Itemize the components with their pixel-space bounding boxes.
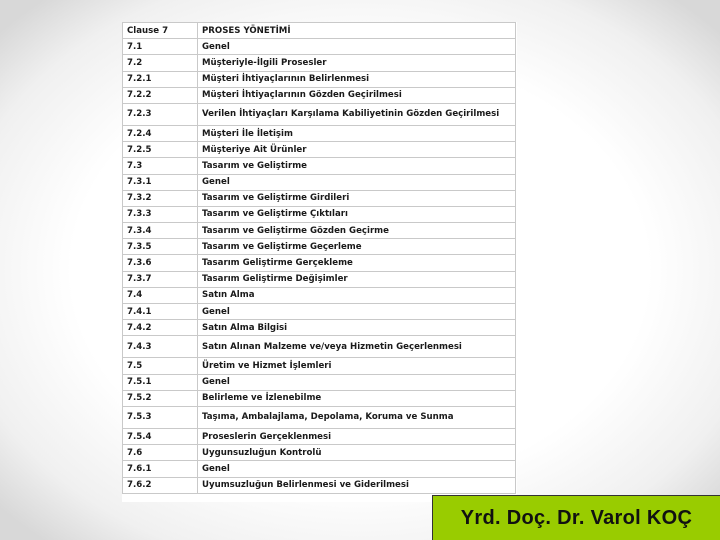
table-header-row	[123, 23, 516, 39]
table-row	[123, 158, 516, 174]
clause-title-cell: Satın Alma	[198, 287, 516, 303]
clause-number-cell: 7.2.5	[123, 142, 198, 158]
clause-title-cell: Genel	[198, 374, 516, 390]
clause-number-cell: 7.2	[123, 55, 198, 71]
clause-number-cell: 7.6.1	[123, 461, 198, 477]
clause-title-cell: Müşteriyle-İlgili Prosesler	[198, 55, 516, 71]
author-name: Yrd. Doç. Dr. Varol KOÇ	[460, 506, 693, 529]
clause-table-panel	[122, 22, 517, 502]
clause-title-cell: Belirleme ve İzlenebilme	[198, 390, 516, 406]
clause-number-cell: 7.4	[123, 287, 198, 303]
clause-number-cell: 7.6	[123, 445, 198, 461]
table-row	[123, 190, 516, 206]
clause-title-cell: Genel	[198, 304, 516, 320]
table-row	[123, 39, 516, 55]
table-row	[123, 223, 516, 239]
clause-title-cell: Müşteri İle İletişim	[198, 125, 516, 141]
table-row	[123, 255, 516, 271]
clause-title-cell: Tasarım ve Geliştirme Gözden Geçirme	[198, 223, 516, 239]
table-row	[123, 287, 516, 303]
clause-title-cell: Uyumsuzluğun Belirlenmesi ve Giderilmesi	[198, 477, 516, 493]
header-title-cell: PROSES YÖNETİMİ	[198, 23, 516, 39]
table-row	[123, 142, 516, 158]
clause-number-cell: 7.4.2	[123, 320, 198, 336]
table-row	[123, 445, 516, 461]
table-row	[123, 390, 516, 406]
clause-title-cell: Uygunsuzluğun Kontrolü	[198, 445, 516, 461]
clause-number-cell: 7.3.7	[123, 271, 198, 287]
table-row	[123, 358, 516, 374]
clause-number-cell: 7.6.2	[123, 477, 198, 493]
clause-number-cell: 7.5	[123, 358, 198, 374]
clause-number-cell: 7.3.6	[123, 255, 198, 271]
clause-title-cell: Satın Alınan Malzeme ve/veya Hizmetin Geçerlenmesi	[198, 336, 516, 358]
clause-number-cell: 7.2.1	[123, 71, 198, 87]
clause-title-cell: Satın Alma Bilgisi	[198, 320, 516, 336]
table-row	[123, 71, 516, 87]
table-row	[123, 477, 516, 493]
clause-title-cell: Üretim ve Hizmet İşlemleri	[198, 358, 516, 374]
clause-title-cell: Genel	[198, 461, 516, 477]
table-row	[123, 103, 516, 125]
clause-number-cell: 7.2.2	[123, 87, 198, 103]
header-clause-cell: Clause 7	[123, 23, 198, 39]
clause-number-cell: 7.3.4	[123, 223, 198, 239]
clause-title-cell: Müşteri İhtiyaçlarının Belirlenmesi	[198, 71, 516, 87]
table-row	[123, 125, 516, 141]
clause-number-cell: 7.2.4	[123, 125, 198, 141]
table-row	[123, 304, 516, 320]
clause-title-cell: Tasarım Geliştirme Gerçekleme	[198, 255, 516, 271]
clause-title-cell: Müşteri İhtiyaçlarının Gözden Geçirilmesi	[198, 87, 516, 103]
clause-title-cell: Müşteriye Ait Ürünler	[198, 142, 516, 158]
table-row	[123, 174, 516, 190]
clause-title-cell: Genel	[198, 39, 516, 55]
clause-title-cell: Tasarım ve Geliştirme	[198, 158, 516, 174]
clause-number-cell: 7.5.2	[123, 390, 198, 406]
table-row	[123, 428, 516, 444]
clause-number-cell: 7.3.1	[123, 174, 198, 190]
clause-title-cell: Tasarım ve Geliştirme Çıktıları	[198, 206, 516, 222]
table-row	[123, 374, 516, 390]
clause-number-cell: 7.3.2	[123, 190, 198, 206]
clause-title-cell: Tasarım ve Geliştirme Girdileri	[198, 190, 516, 206]
clause-number-cell: 7.5.1	[123, 374, 198, 390]
clause-number-cell: 7.5.4	[123, 428, 198, 444]
clause-number-cell: 7.4.3	[123, 336, 198, 358]
clause-number-cell: 7.3.3	[123, 206, 198, 222]
clause-table	[122, 22, 516, 494]
clause-number-cell: 7.3.5	[123, 239, 198, 255]
clause-number-cell: 7.2.3	[123, 103, 198, 125]
table-row	[123, 336, 516, 358]
clause-title-cell: Tasarım ve Geliştirme Geçerleme	[198, 239, 516, 255]
table-row	[123, 206, 516, 222]
clause-number-cell: 7.1	[123, 39, 198, 55]
clause-number-cell: 7.5.3	[123, 406, 198, 428]
clause-title-cell: Proseslerin Gerçeklenmesi	[198, 428, 516, 444]
table-row	[123, 461, 516, 477]
table-row	[123, 87, 516, 103]
table-row	[123, 239, 516, 255]
clause-number-cell: 7.4.1	[123, 304, 198, 320]
author-banner	[432, 495, 720, 540]
clause-number-cell: 7.3	[123, 158, 198, 174]
clause-title-cell: Tasarım Geliştirme Değişimler	[198, 271, 516, 287]
table-row	[123, 320, 516, 336]
table-row	[123, 406, 516, 428]
clause-title-cell: Taşıma, Ambalajlama, Depolama, Koruma ve Sunma	[198, 406, 516, 428]
table-row	[123, 55, 516, 71]
clause-title-cell: Genel	[198, 174, 516, 190]
clause-title-cell: Verilen İhtiyaçları Karşılama Kabiliyetinin Gözden Geçirilmesi	[198, 103, 516, 125]
table-row	[123, 271, 516, 287]
